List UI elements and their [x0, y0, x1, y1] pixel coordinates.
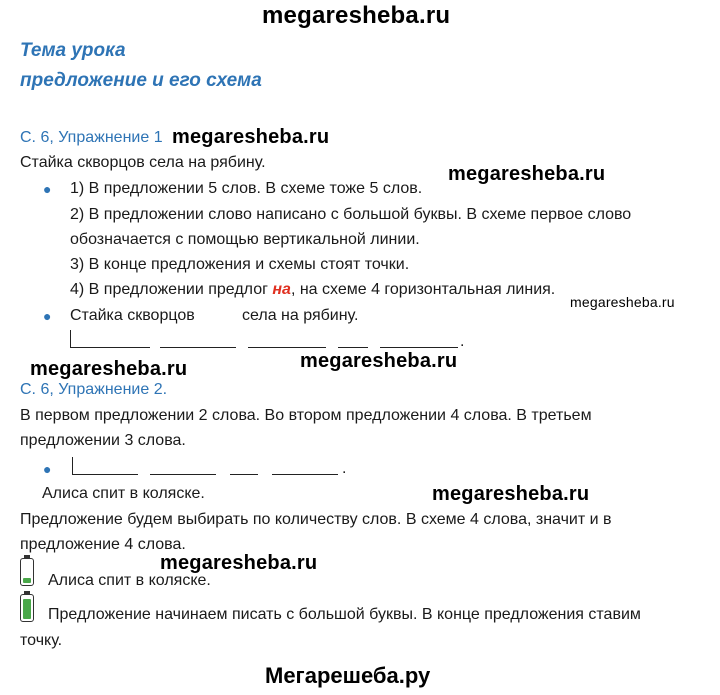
lesson-theme-title: Тема урока	[20, 40, 126, 61]
preposition-highlight: на	[272, 281, 291, 298]
lesson-theme-subtitle: предложение и его схема	[20, 70, 262, 91]
battery-icon	[20, 594, 34, 622]
point-4-text-before: 4) В предложении предлог	[70, 281, 273, 298]
exercise-2-paragraph-2-line-1: Предложение будем выбирать по количеству слов. В схеме 4 слова, значит и в	[20, 511, 612, 528]
point-4-text-after: , на схеме 4 горизонтальная линия.	[290, 281, 556, 298]
footer-site-name: Мегарешеба.ру	[265, 663, 431, 688]
exercise-1-point-1: 1) В предложении 5 слов. В схеме тоже 5 слов.	[70, 180, 423, 197]
exercise-2-paragraph-1-line-1: В первом предложении 2 слова. Во втором предложении 4 слова. В третьем	[20, 407, 592, 424]
bullet-icon: ●	[43, 461, 52, 477]
scheme-line	[248, 347, 326, 348]
scheme-period: .	[342, 460, 347, 477]
exercise-2-paragraph-2-line-2: предложение 4 слова.	[20, 536, 186, 553]
watermark: megaresheba.ru	[172, 126, 330, 148]
exercise-1-point-2-line-2: обозначается с помощью вертикальной линии.	[70, 231, 420, 248]
exercise-1-sentence: Стайка скворцов села на рябину.	[20, 154, 266, 171]
exercise-1-point-2-line-1: 2) В предложении слово написано с большой буквы. В схеме первое слово	[70, 206, 632, 223]
scheme-line	[338, 347, 368, 348]
scheme-words-part-2: села на рябину.	[242, 307, 359, 324]
watermark: megaresheba.ru	[432, 483, 590, 505]
watermark: megaresheba.ru	[30, 358, 188, 380]
exercise-2-item-2-line-1: Предложение начинаем писать с большой буквы. В конце предложения ставим	[48, 606, 641, 623]
scheme-line	[70, 347, 150, 348]
battery-icon	[20, 558, 34, 586]
exercise-2-heading: С. 6, Упражнение 2.	[20, 381, 168, 398]
scheme-period: .	[460, 333, 465, 350]
bullet-icon: ●	[43, 308, 52, 324]
scheme-capital-mark	[72, 457, 73, 474]
exercise-1-point-3: 3) В конце предложения и схемы стоят точки.	[70, 256, 410, 273]
watermark-small: megaresheba.ru	[570, 294, 675, 310]
exercise-2-item-2-line-2: точку.	[20, 632, 63, 649]
scheme-line	[160, 347, 236, 348]
exercise-1-heading: С. 6, Упражнение 1	[20, 129, 163, 146]
scheme-line	[72, 474, 138, 475]
header-watermark: megaresheba.ru	[262, 2, 451, 29]
exercise-2-paragraph-1-line-2: предложении 3 слова.	[20, 432, 186, 449]
exercise-2-item-1: Алиса спит в коляске.	[48, 572, 211, 589]
bullet-icon: ●	[43, 181, 52, 197]
watermark: megaresheba.ru	[448, 163, 606, 185]
scheme-capital-mark	[70, 330, 71, 347]
watermark: megaresheba.ru	[300, 350, 458, 372]
exercise-1-point-4	[70, 281, 555, 299]
scheme-line	[230, 474, 258, 475]
scheme-line	[380, 347, 458, 348]
watermark: megaresheba.ru	[160, 552, 318, 574]
exercise-2-answer: Алиса спит в коляске.	[42, 485, 205, 502]
scheme-line	[150, 474, 216, 475]
scheme-line	[272, 474, 338, 475]
scheme-words-part-1: Стайка скворцов	[70, 307, 195, 324]
